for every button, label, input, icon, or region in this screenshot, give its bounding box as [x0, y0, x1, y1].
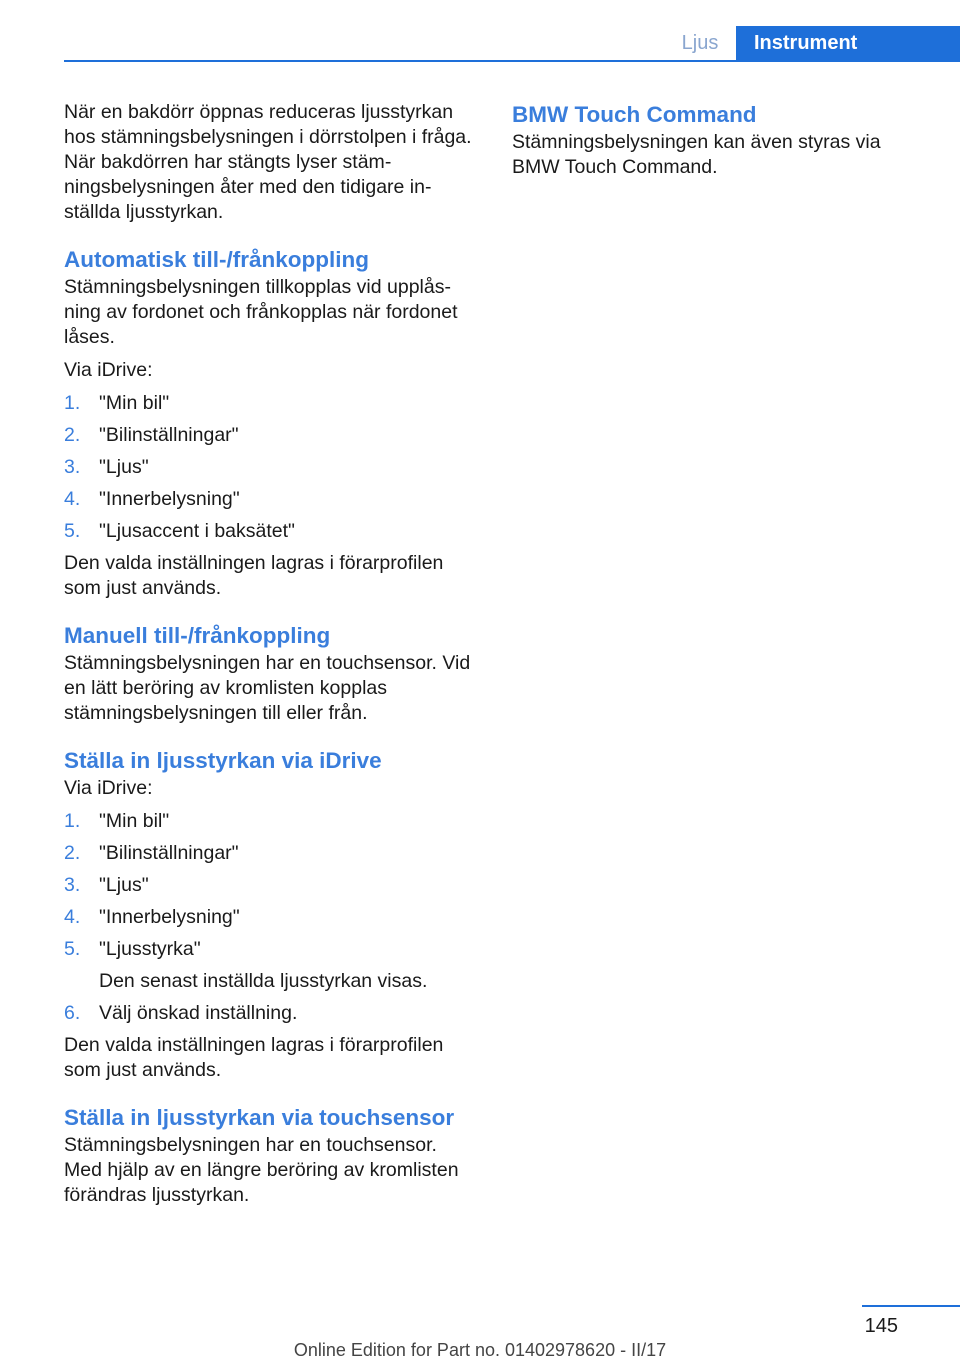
- chapter-tab-instrument: Instrument: [736, 26, 960, 62]
- step-text: "Bilinställningar": [99, 424, 239, 446]
- header-rule: [64, 60, 960, 62]
- step-number: 1.: [64, 810, 81, 832]
- list-item: [64, 905, 476, 930]
- left-column: [64, 100, 476, 1208]
- step-number: 3.: [64, 456, 81, 478]
- list-item: [64, 1001, 476, 1026]
- step-text: "Bilinställningar": [99, 842, 239, 864]
- step-text: "Min bil": [99, 392, 170, 414]
- step-subtext: Den senast inställda ljusstyrkan visas.: [99, 970, 428, 992]
- step-number: 2.: [64, 842, 81, 864]
- step-text: "Innerbelysning": [99, 488, 240, 510]
- page-header: [0, 0, 960, 62]
- list-item: [64, 873, 476, 898]
- edition-footer: Online Edition for Part no. 01402978620 - II/17: [293, 1340, 667, 1360]
- section-tab-ljus: Ljus: [681, 32, 719, 54]
- idrive-steps-list: [64, 809, 476, 1026]
- step-text: "Ljusstyrka": [99, 938, 201, 960]
- list-item: [64, 519, 476, 544]
- list-item: [64, 841, 476, 866]
- list-item: [64, 423, 476, 448]
- step-text: "Ljus": [99, 456, 149, 478]
- automatic-steps-list: [64, 391, 476, 544]
- idrive-after-text: Den valda inställningen lagras i förarprofilen som just används.: [64, 1034, 444, 1081]
- list-item: [64, 937, 476, 994]
- step-number: 1.: [64, 392, 81, 414]
- step-text: "Ljusaccent i baksätet": [99, 520, 295, 542]
- step-text: "Innerbelysning": [99, 906, 240, 928]
- step-number: 5.: [64, 938, 81, 960]
- step-number: 3.: [64, 874, 81, 896]
- right-column: [512, 100, 924, 180]
- footer-rule: [862, 1305, 960, 1307]
- touchsensor-text: Stämningsbelysningen har en touchsensor. Med hjälp av en längre beröring av kromlisten förändras ljusstyrkan.: [64, 1134, 459, 1206]
- list-item: [64, 809, 476, 834]
- step-number: 4.: [64, 906, 81, 928]
- idrive-via-idrive: Via iDrive:: [64, 777, 153, 799]
- heading-brightness-idrive: Ställa in ljusstyrkan via iDrive: [64, 748, 382, 773]
- heading-brightness-touchsensor: Ställa in ljusstyrkan via touchsensor: [64, 1105, 455, 1130]
- step-number: 2.: [64, 424, 81, 446]
- step-number: 5.: [64, 520, 81, 542]
- step-text: "Min bil": [99, 810, 170, 832]
- heading-manual-switching: Manuell till-/frånkoppling: [64, 623, 331, 648]
- list-item: [64, 487, 476, 512]
- touch-command-text: Stämningsbelysningen kan även styras via BMW Touch Command.: [512, 131, 881, 178]
- automatic-text: Stämningsbelysningen tillkopplas vid upplåsning av fordonet och frånkopplas när fordonet låses.: [64, 276, 458, 348]
- step-text: "Ljus": [99, 874, 149, 896]
- step-number: 6.: [64, 1002, 81, 1024]
- manual-text: Stämningsbelysningen har en touchsensor. Vid en lätt beröring av kromlisten kopplas stämningsbelysningen till eller från.: [64, 652, 471, 724]
- page-number: 145: [864, 1315, 898, 1337]
- automatic-after-text: Den valda inställningen lagras i förarprofilen som just används.: [64, 552, 444, 599]
- step-text: Välj önskad inställning.: [99, 1002, 298, 1024]
- automatic-via-idrive: Via iDrive:: [64, 359, 153, 381]
- intro-paragraph: När en bakdörr öppnas reduceras ljusstyrkan hos stämningsbelysningen i dörrstolpen i fråga. När bakdörren har stängts lyser stämningsbelysningen åter med den tidigare inställda ljusstyrkan.: [64, 101, 472, 223]
- heading-bmw-touch-command: BMW Touch Command: [512, 102, 757, 127]
- list-item: [64, 391, 476, 416]
- step-number: 4.: [64, 488, 81, 510]
- list-item: [64, 455, 476, 480]
- heading-automatic-switching: Automatisk till-/frånkoppling: [64, 247, 370, 272]
